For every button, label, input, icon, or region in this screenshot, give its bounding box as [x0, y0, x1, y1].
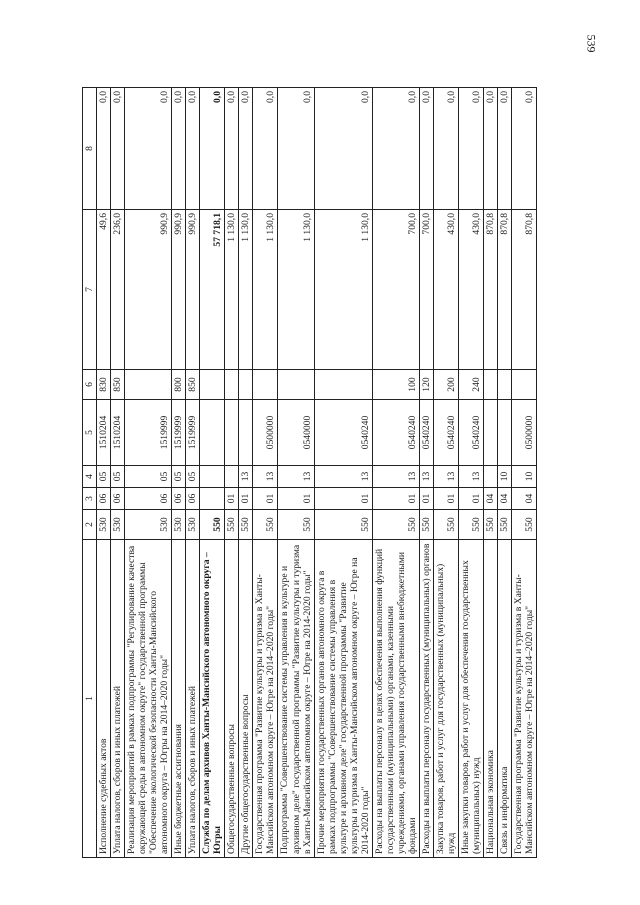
- row-name-cell: Закупка товаров, работ и услуг для государственных (муниципальных) нужд: [433, 540, 458, 858]
- table-row: [498, 88, 512, 858]
- admin-code-cell: 530: [125, 510, 172, 540]
- target-article-cell: [225, 400, 239, 466]
- admin-code-cell: 530: [111, 510, 125, 540]
- subsection-code-cell: 13: [239, 466, 253, 488]
- section-code-cell: 06: [111, 488, 125, 510]
- row-name-cell: Национальная экономика: [484, 540, 498, 858]
- amount-extra-cell: 0,0: [225, 88, 239, 210]
- row-name-cell: Расходы на выплаты персоналу в целях обеспечения выполнения функций государственными (муниципальными) органами, казенными учреждениями, органами управления государственными внебюджетными фондами: [372, 540, 419, 858]
- table-row: [172, 88, 186, 858]
- expense-type-cell: [200, 370, 225, 400]
- row-name-cell: Расходы на выплаты персоналу государственных (муниципальных) органов: [419, 540, 433, 858]
- section-code-cell: 01: [225, 488, 239, 510]
- header-cell: 1: [83, 540, 97, 858]
- target-article-cell: 0540240: [458, 400, 483, 466]
- subsection-code-cell: 13: [419, 466, 433, 488]
- admin-code-cell: 550: [419, 510, 433, 540]
- amount-cell: 700,0: [372, 210, 419, 370]
- subsection-code-cell: 13: [372, 466, 419, 488]
- section-code-cell: 01: [419, 488, 433, 510]
- expense-type-cell: 830: [97, 370, 111, 400]
- header-cell: 2: [83, 510, 97, 540]
- amount-cell: 870,8: [484, 210, 498, 370]
- page-number: 539: [584, 34, 599, 53]
- row-name-cell: Уплата налогов, сборов и иных платежей: [186, 540, 200, 858]
- section-code-cell: 01: [278, 488, 314, 510]
- table-row: [253, 88, 278, 858]
- header-cell: 7: [83, 210, 97, 370]
- expense-type-cell: [125, 370, 172, 400]
- target-article-cell: 1510204: [111, 400, 125, 466]
- row-name-cell: Иные закупки товаров, работ и услуг для обеспечения государственных (муниципальных) нужд: [458, 540, 483, 858]
- expense-type-cell: [239, 370, 253, 400]
- admin-code-cell: 550: [314, 510, 372, 540]
- table-row: [512, 88, 537, 858]
- budget-table-container: [82, 88, 607, 858]
- target-article-cell: 1519999: [186, 400, 200, 466]
- expense-type-cell: [253, 370, 278, 400]
- table-body: [97, 88, 537, 858]
- amount-cell: 1 130,0: [278, 210, 314, 370]
- table-row: [111, 88, 125, 858]
- amount-extra-cell: 0,0: [314, 88, 372, 210]
- amount-extra-cell: 0,0: [372, 88, 419, 210]
- target-article-cell: [200, 400, 225, 466]
- target-article-cell: 0540000: [278, 400, 314, 466]
- amount-extra-cell: 0,0: [484, 88, 498, 210]
- header-cell: 5: [83, 400, 97, 466]
- row-name-cell: Подпрограмма "Совершенствование системы управления в культуре и архивном деле" государственной программы "Развитие культуры и туризма в Ханты-Мансийском автономном округе – Югре на 2014-2020 годы": [278, 540, 314, 858]
- table-row: [372, 88, 419, 858]
- admin-code-cell: 550: [484, 510, 498, 540]
- section-code-cell: 06: [125, 488, 172, 510]
- amount-cell: 990,9: [125, 210, 172, 370]
- table-row: [225, 88, 239, 858]
- subsection-code-cell: 13: [433, 466, 458, 488]
- target-article-cell: [484, 400, 498, 466]
- expense-type-cell: [498, 370, 512, 400]
- row-name-cell: Исполнение судебных актов: [97, 540, 111, 858]
- section-code-cell: 01: [239, 488, 253, 510]
- table-row: [419, 88, 433, 858]
- target-article-cell: 1510204: [97, 400, 111, 466]
- row-name-cell: Иные бюджетные ассигнования: [172, 540, 186, 858]
- subsection-code-cell: 05: [111, 466, 125, 488]
- amount-cell: 990,9: [186, 210, 200, 370]
- budget-table: [82, 87, 537, 858]
- amount-extra-cell: 0,0: [458, 88, 483, 210]
- row-name-cell: Служба по делам архивов Ханты-Мансийского автономного округа – Югры: [200, 540, 225, 858]
- header-cell: 8: [83, 88, 97, 210]
- target-article-cell: 0540240: [314, 400, 372, 466]
- section-code-cell: 04: [498, 488, 512, 510]
- expense-type-cell: 240: [458, 370, 483, 400]
- expense-type-cell: 200: [433, 370, 458, 400]
- amount-extra-cell: 0,0: [125, 88, 172, 210]
- amount-cell: 1 130,0: [225, 210, 239, 370]
- amount-extra-cell: 0,0: [498, 88, 512, 210]
- target-article-cell: 0540240: [433, 400, 458, 466]
- target-article-cell: [498, 400, 512, 466]
- amount-cell: 430,0: [433, 210, 458, 370]
- target-article-cell: 0540240: [372, 400, 419, 466]
- amount-cell: 870,8: [498, 210, 512, 370]
- table-row: [458, 88, 483, 858]
- target-article-cell: 0500000: [512, 400, 537, 466]
- row-name-cell: Прочие мероприятия государственных органов автономного округа в рамках подпрограммы "Совершенствование системы управления в культуре и архивном деле" государственной программы "Развитие культуры и туризма в Ханты-Мансийском автономном округе – Югре на 2014-2020 годы": [314, 540, 372, 858]
- table-row: [186, 88, 200, 858]
- amount-extra-cell: 0,0: [419, 88, 433, 210]
- amount-extra-cell: 0,0: [512, 88, 537, 210]
- amount-cell: 990,9: [172, 210, 186, 370]
- subsection-code-cell: 05: [97, 466, 111, 488]
- section-code-cell: 01: [458, 488, 483, 510]
- subsection-code-cell: 13: [458, 466, 483, 488]
- amount-extra-cell: 0,0: [186, 88, 200, 210]
- subsection-code-cell: 10: [498, 466, 512, 488]
- expense-type-cell: 120: [419, 370, 433, 400]
- row-name-cell: Связь и информатика: [498, 540, 512, 858]
- admin-code-cell: 550: [253, 510, 278, 540]
- table-row: [200, 88, 225, 858]
- table-row: [97, 88, 111, 858]
- subsection-code-cell: 05: [172, 466, 186, 488]
- admin-code-cell: 550: [200, 510, 225, 540]
- section-code-cell: 01: [433, 488, 458, 510]
- expense-type-cell: 800: [172, 370, 186, 400]
- row-name-cell: Государственная программа "Развитие культуры и туризма в Ханты-Мансийском автономном округе – Югре на 2014–2020 годы": [512, 540, 537, 858]
- target-article-cell: 0540240: [419, 400, 433, 466]
- expense-type-cell: [484, 370, 498, 400]
- admin-code-cell: 530: [172, 510, 186, 540]
- section-code-cell: 06: [97, 488, 111, 510]
- amount-cell: 870,8: [512, 210, 537, 370]
- table-row: [433, 88, 458, 858]
- subsection-code-cell: [484, 466, 498, 488]
- admin-code-cell: 550: [433, 510, 458, 540]
- table-row: [278, 88, 314, 858]
- header-cell: 3: [83, 488, 97, 510]
- amount-extra-cell: 0,0: [172, 88, 186, 210]
- target-article-cell: 1519999: [172, 400, 186, 466]
- row-name-cell: Реализация мероприятий в рамках подпрограммы "Регулирование качества окружающей среды в автономном округе" государственной программы "Обеспечение экологической безопасности Ханты-Мансийского автономного округа – Югры на 2014–2020 годы": [125, 540, 172, 858]
- expense-type-cell: 850: [111, 370, 125, 400]
- admin-code-cell: 550: [278, 510, 314, 540]
- amount-cell: 1 130,0: [314, 210, 372, 370]
- subsection-code-cell: 05: [125, 466, 172, 488]
- amount-extra-cell: 0,0: [111, 88, 125, 210]
- row-name-cell: Другие общегосударственные вопросы: [239, 540, 253, 858]
- amount-extra-cell: 0,0: [253, 88, 278, 210]
- section-code-cell: 06: [186, 488, 200, 510]
- expense-type-cell: [225, 370, 239, 400]
- row-name-cell: Общегосударственные вопросы: [225, 540, 239, 858]
- admin-code-cell: 530: [186, 510, 200, 540]
- admin-code-cell: 550: [372, 510, 419, 540]
- table-row: [239, 88, 253, 858]
- section-code-cell: 01: [253, 488, 278, 510]
- subsection-code-cell: 13: [278, 466, 314, 488]
- section-code-cell: 01: [372, 488, 419, 510]
- target-article-cell: 1519999: [125, 400, 172, 466]
- expense-type-cell: 100: [372, 370, 419, 400]
- amount-extra-cell: 0,0: [200, 88, 225, 210]
- section-code-cell: 01: [314, 488, 372, 510]
- admin-code-cell: 550: [498, 510, 512, 540]
- amount-extra-cell: 0,0: [278, 88, 314, 210]
- amount-cell: 1 130,0: [239, 210, 253, 370]
- subsection-code-cell: [225, 466, 239, 488]
- amount-cell: 236,0: [111, 210, 125, 370]
- header-cell: 4: [83, 466, 97, 488]
- expense-type-cell: 850: [186, 370, 200, 400]
- admin-code-cell: 550: [458, 510, 483, 540]
- amount-cell: 57 718,1: [200, 210, 225, 370]
- section-code-cell: 04: [484, 488, 498, 510]
- admin-code-cell: 530: [97, 510, 111, 540]
- amount-cell: 1 130,0: [253, 210, 278, 370]
- amount-extra-cell: 0,0: [433, 88, 458, 210]
- subsection-code-cell: [200, 466, 225, 488]
- subsection-code-cell: 13: [253, 466, 278, 488]
- section-code-cell: 06: [172, 488, 186, 510]
- expense-type-cell: [314, 370, 372, 400]
- admin-code-cell: 550: [225, 510, 239, 540]
- expense-type-cell: [278, 370, 314, 400]
- table-header-row: [83, 88, 97, 858]
- section-code-cell: [200, 488, 225, 510]
- amount-cell: 430,0: [458, 210, 483, 370]
- subsection-code-cell: 13: [314, 466, 372, 488]
- row-name-cell: Уплата налогов, сборов и иных платежей: [111, 540, 125, 858]
- amount-cell: 700,0: [419, 210, 433, 370]
- amount-extra-cell: 0,0: [239, 88, 253, 210]
- amount-cell: 49,6: [97, 210, 111, 370]
- amount-extra-cell: 0,0: [97, 88, 111, 210]
- target-article-cell: 0500000: [253, 400, 278, 466]
- target-article-cell: [239, 400, 253, 466]
- table-row: [314, 88, 372, 858]
- admin-code-cell: 550: [239, 510, 253, 540]
- table-row: [125, 88, 172, 858]
- row-name-cell: Государственная программа "Развитие культуры и туризма в Ханты-Мансийском автономном округе – Югре на 2014–2020 годы": [253, 540, 278, 858]
- section-code-cell: 04: [512, 488, 537, 510]
- subsection-code-cell: 10: [512, 466, 537, 488]
- header-cell: 6: [83, 370, 97, 400]
- subsection-code-cell: 05: [186, 466, 200, 488]
- admin-code-cell: 550: [512, 510, 537, 540]
- expense-type-cell: [512, 370, 537, 400]
- table-row: [484, 88, 498, 858]
